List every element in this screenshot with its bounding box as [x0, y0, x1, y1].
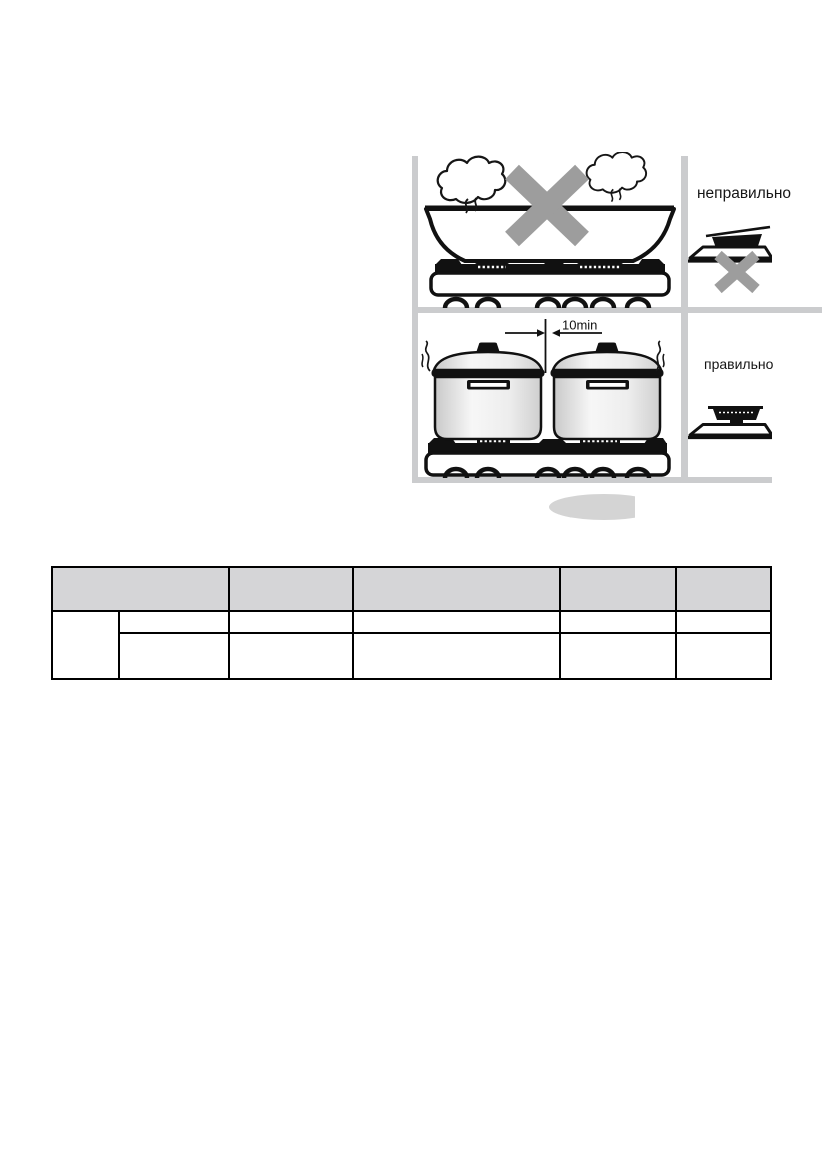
table-cell: [119, 611, 229, 633]
table-header-cell: [52, 567, 229, 611]
spec-table: [51, 566, 772, 680]
table-header-cell: [353, 567, 560, 611]
table-cell: [676, 611, 771, 633]
burner-correct-placement-icon: [688, 403, 772, 441]
incorrect-label: неправильно: [697, 185, 792, 202]
pan-across-two-burners-crossed-icon: [412, 152, 687, 312]
table-header-cell: [560, 567, 676, 611]
two-pots-spaced-icon: [412, 313, 687, 480]
stove-body: [431, 273, 669, 295]
table-header-cell: [229, 567, 353, 611]
pot-left: [432, 343, 545, 440]
correct-label: правильно: [704, 356, 774, 372]
shadow-ellipse: [549, 494, 635, 520]
table-cell: [560, 611, 676, 633]
table-header-cell: [676, 567, 771, 611]
steam-cloud-icon: [587, 152, 646, 202]
steam-wisp-icon: [422, 341, 430, 371]
table-cell: [560, 633, 676, 679]
steam-cloud-icon: [438, 157, 506, 213]
burner-wrong-placement-icon: [688, 225, 772, 295]
burner-base: [690, 425, 772, 436]
table-cell: [353, 633, 560, 679]
burner-lip: [708, 406, 763, 409]
burner-cap: [713, 409, 760, 420]
table-cell: [52, 611, 119, 679]
spacing-label: 10min: [562, 317, 598, 333]
table-cell: [229, 633, 353, 679]
table-row: [52, 633, 771, 679]
shadow-blob: [549, 494, 635, 520]
table-cell: [676, 633, 771, 679]
table-row: [52, 611, 771, 633]
table-cell: [119, 633, 229, 679]
table-cell: [229, 611, 353, 633]
pot-right: [551, 343, 664, 440]
burner-base: [690, 247, 772, 258]
table-cell: [353, 611, 560, 633]
stove-knobs: [445, 299, 649, 308]
table-header-row: [52, 567, 771, 611]
